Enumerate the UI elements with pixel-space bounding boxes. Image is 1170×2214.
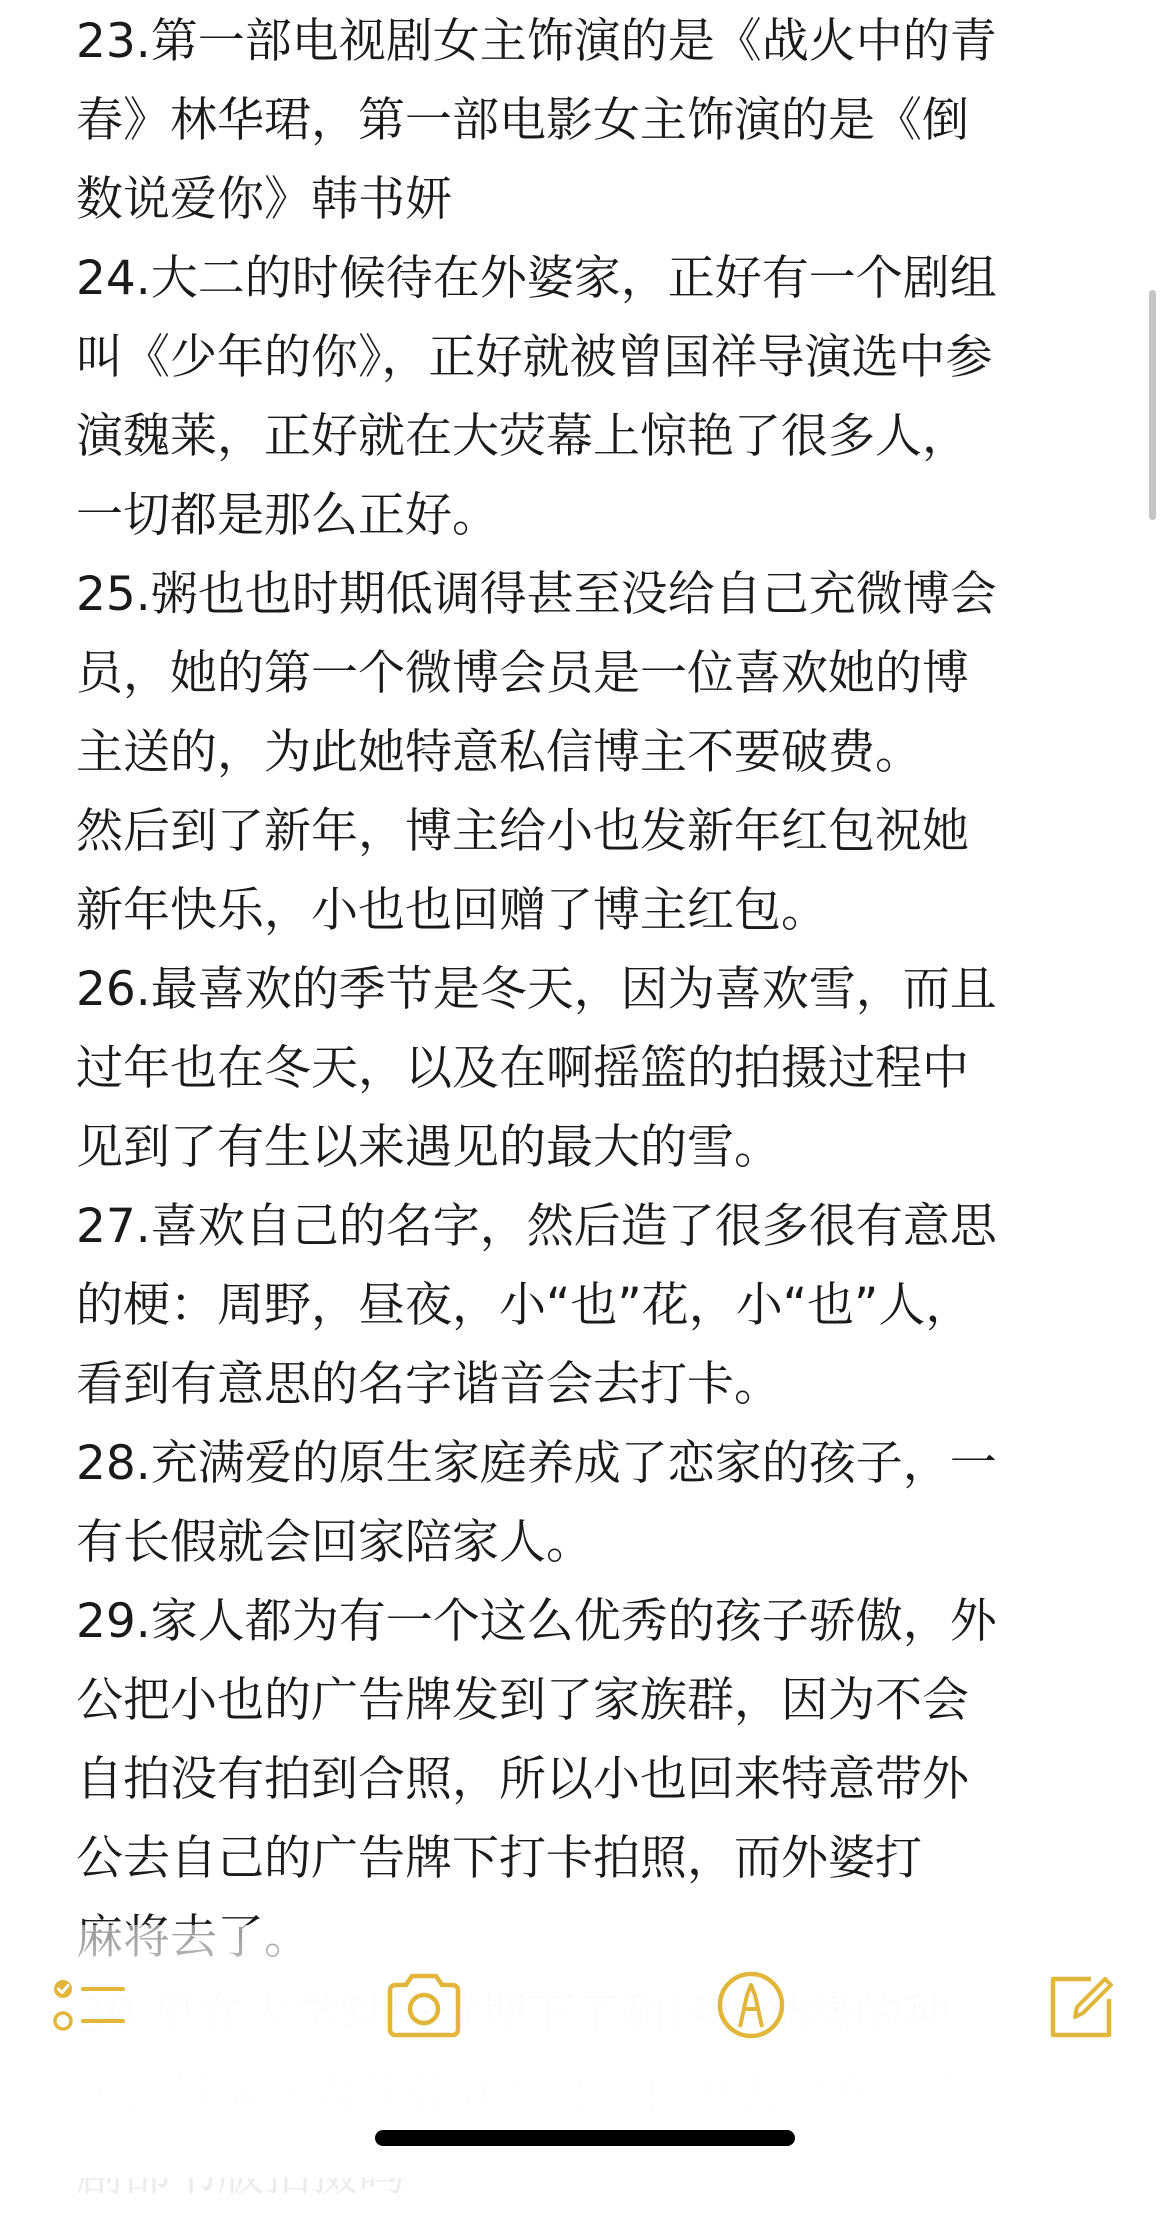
note-line: 29.家人都为有一个这么优秀的孩子骄傲，外 xyxy=(76,1594,997,1649)
note-line: 春》林华珺，第一部电影女主饰演的是《倒 xyxy=(76,93,969,148)
note-line: 叫《少年的你》，正好就被曾国祥导演选中参 xyxy=(76,330,993,385)
note-body[interactable] xyxy=(76,2,1086,2214)
note-line: 的梗：周野，昼夜，小“也”花，小“也”人， xyxy=(76,1278,973,1333)
note-line: 26.最喜欢的季节是冬天，因为喜欢雪，而且 xyxy=(76,962,997,1017)
note-line: 看到有意思的名字谐音会去打卡。 xyxy=(76,1357,781,1412)
note-line: 24.大二的时候待在外婆家，正好有一个剧组 xyxy=(76,251,997,306)
camera-button[interactable] xyxy=(379,1960,469,2050)
note-line: 25.粥也也时期低调得甚至没给自己充微博会 xyxy=(76,567,997,622)
checklist-button[interactable] xyxy=(46,1960,136,2050)
note-line: 演魏莱，正好就在大荧幕上惊艳了很多人， xyxy=(76,409,969,464)
note-line: 28.充满爱的原生家庭养成了恋家的孩子，一 xyxy=(76,1436,997,1491)
compose-icon xyxy=(1039,1965,1119,2045)
note-line: 27.喜欢自己的名字，然后造了很多很有意思 xyxy=(76,1199,997,1254)
markup-pen-icon xyxy=(711,1965,791,2045)
note-line: 公把小也的广告牌发到了家族群，因为不会 xyxy=(76,1673,969,1728)
note-line: 然后到了新年，博主给小也发新年红包祝她 xyxy=(76,804,969,859)
compose-button[interactable] xyxy=(1034,1960,1124,2050)
note-line: 主送的，为此她特意私信博主不要破费。 xyxy=(76,725,922,780)
scroll-indicator[interactable] xyxy=(1149,290,1156,520)
note-line: 有长假就会回家陪家人。 xyxy=(76,1515,593,1570)
home-indicator[interactable] xyxy=(375,2130,795,2146)
bottom-toolbar xyxy=(0,1960,1170,2050)
note-line: 自拍没有拍到合照，所以小也回来特意带外 xyxy=(76,1752,969,1807)
markup-button[interactable] xyxy=(706,1960,796,2050)
note-line: 员，她的第一个微博会员是一位喜欢她的博 xyxy=(76,646,969,701)
note-line: 23.第一部电视剧女主饰演的是《战火中的青 xyxy=(76,14,997,69)
note-line: 见到了有生以来遇见的最大的雪。 xyxy=(76,1120,781,1175)
note-line: 数说爱你》韩书妍 xyxy=(76,172,452,227)
camera-icon xyxy=(382,1967,466,2043)
checklist-icon xyxy=(51,1965,131,2045)
note-line: 一切都是那么正好。 xyxy=(76,488,499,543)
note-line: 公去自己的广告牌下打卡拍照，而外婆打 xyxy=(76,1831,922,1886)
note-line: 过年也在冬天，以及在啊摇篮的拍摄过程中 xyxy=(76,1041,969,1096)
note-line: 新年快乐，小也也回赠了博主红包。 xyxy=(76,883,828,938)
